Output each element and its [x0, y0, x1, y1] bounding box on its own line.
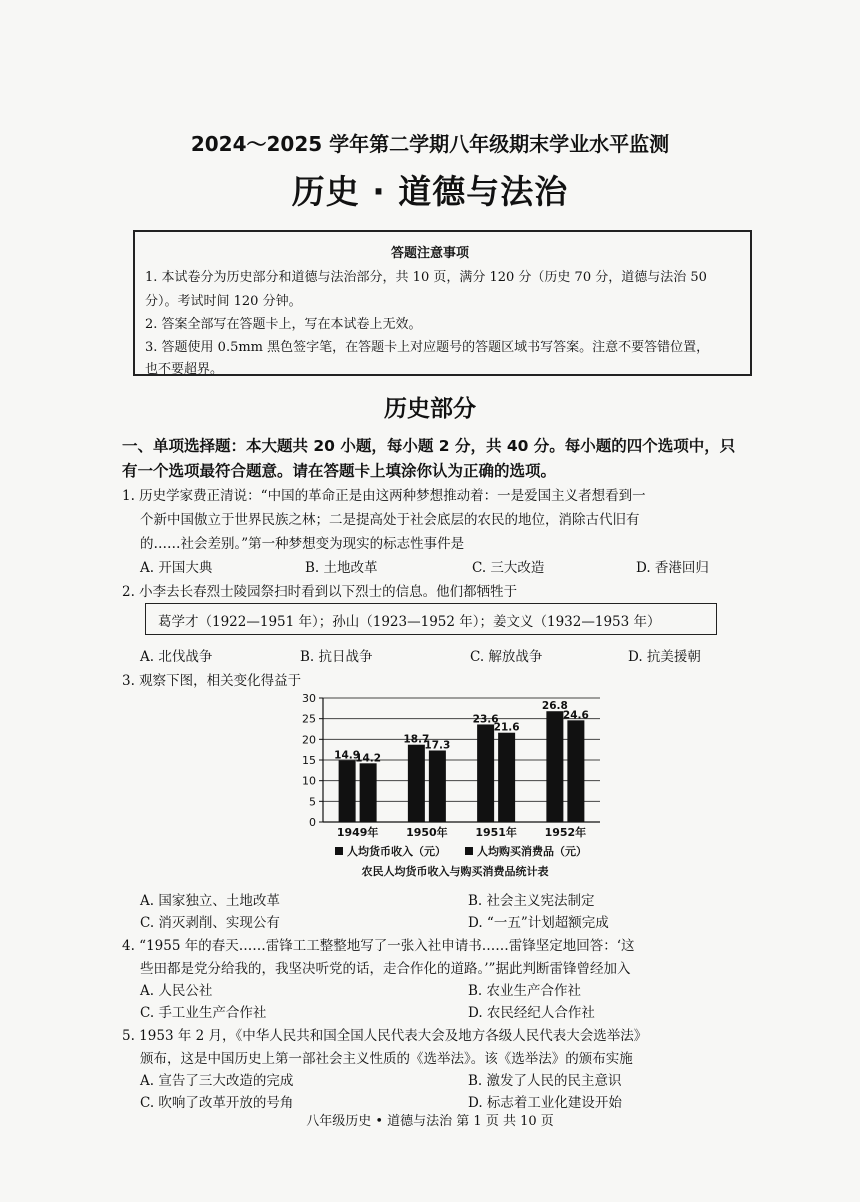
q1-option-b[interactable]: B. 土地改革 [305, 560, 378, 576]
notice-line-3a: 3. 答题使用 0.5mm 黑色签字笔，在答题卡上对应题号的答题区域书写答案。注意不要答错位置， [145, 340, 710, 355]
legend-label: 人均货币收入（元） [347, 845, 446, 858]
q1-stem-c: 的……社会差别。”第一种梦想变为现实的标志性事件是 [140, 536, 465, 552]
bar-income [546, 711, 563, 822]
q3-option-b[interactable]: B. 社会主义宪法制定 [468, 893, 595, 909]
q5-option-d[interactable]: D. 标志着工业化建设开始 [468, 1095, 622, 1111]
x-tick-label: 1950年 [406, 826, 448, 839]
q3-option-d[interactable]: D. “一五”计划超额完成 [468, 915, 609, 931]
q4-option-a[interactable]: A. 人民公社 [140, 983, 213, 999]
q4-stem-a: 4. “1955 年的春天……雷锋工工整整地写了一张入社申请书……雷锋坚定地回答：‘这 [122, 938, 635, 954]
x-tick-label: 1951年 [475, 826, 517, 839]
q2-option-a[interactable]: A. 北伐战争 [140, 649, 213, 665]
bar-income [339, 760, 356, 822]
q1-option-c[interactable]: C. 三大改造 [472, 560, 545, 576]
data-label: 18.7 [403, 733, 430, 746]
q5-option-c[interactable]: C. 吹响了改革开放的号角 [140, 1095, 294, 1111]
q4-option-d[interactable]: D. 农民经纪人合作社 [468, 1005, 595, 1021]
x-tick-label: 1952年 [544, 826, 587, 839]
y-tick-label: 0 [309, 816, 316, 829]
q3-stem: 3. 观察下图，相关变化得益于 [122, 673, 302, 689]
q1-option-a[interactable]: A. 开国大典 [140, 560, 213, 576]
income-consumption-chart [295, 690, 615, 885]
q5-option-b[interactable]: B. 激发了人民的民主意识 [468, 1073, 622, 1089]
data-label: 14.2 [355, 752, 382, 765]
q2-option-b[interactable]: B. 抗日战争 [300, 649, 373, 665]
bar-income [408, 745, 425, 822]
data-label: 21.6 [493, 721, 520, 734]
q4-option-c[interactable]: C. 手工业生产合作社 [140, 1005, 267, 1021]
bar-consumption [567, 720, 584, 822]
legend-label: 人均购买消费品（元） [477, 845, 587, 858]
q1-option-d[interactable]: D. 香港回归 [636, 560, 709, 576]
notice-line-3b: 也不要超界。 [145, 362, 224, 377]
bar-income [477, 724, 494, 822]
y-tick-label: 30 [302, 692, 316, 705]
data-label: 17.3 [424, 739, 451, 752]
section-instruction-b: 有一个选项最符合题意。请在答题卡上填涂你认为正确的选项。 [122, 462, 557, 480]
legend-swatch [335, 847, 343, 855]
q5-option-a[interactable]: A. 宣告了三大改造的完成 [140, 1073, 294, 1089]
q3-option-a[interactable]: A. 国家独立、土地改革 [140, 893, 280, 909]
q1-stem-b: 个新中国傲立于世界民族之林；二是提高处于社会底层的农民的地位，消除古代旧有 [140, 512, 640, 528]
q1-stem-a: 1. 历史学家费正清说：“中国的革命正是由这两种梦想推动着：一是爱国主义者想看到一 [122, 488, 646, 504]
q5-stem-a: 5. 1953 年 2 月，《中华人民共和国全国人民代表大会及地方各级人民代表大会选举法》 [122, 1028, 648, 1044]
y-tick-label: 15 [302, 754, 316, 767]
legend-swatch [465, 847, 473, 855]
notice-line-2: 2. 答案全部写在答题卡上，写在本试卷上无效。 [145, 317, 422, 332]
q2-stem: 2. 小李去长春烈士陵园祭扫时看到以下烈士的信息。他们都牺牲于 [122, 584, 518, 600]
data-label: 14.9 [334, 749, 361, 762]
notice-line-1a: 1. 本试卷分为历史部分和道德与法治部分，共 10 页，满分 120 分（历史 70 分，道德与法治 50 [145, 270, 707, 285]
q4-stem-b: 些田都是党分给我的，我坚决听党的话，走合作化的道路。’”据此判断雷锋曾经加入 [140, 961, 631, 977]
q2-martyrs-text: 葛学才（1922—1951 年）；孙山（1923—1952 年）；姜文义（1932—1953 年） [158, 614, 661, 630]
section-title: 历史部分 [384, 396, 476, 422]
bar-consumption [498, 733, 515, 822]
y-tick-label: 25 [302, 712, 316, 726]
q5-stem-b: 颁布，这是中国历史上第一部社会主义性质的《选举法》。该《选举法》的颁布实施 [140, 1051, 633, 1067]
page-footer: 八年级历史 • 道德与法治 第 1 页 共 10 页 [306, 1114, 554, 1129]
data-label: 23.6 [472, 713, 499, 726]
bar-consumption [360, 763, 377, 822]
data-label: 24.6 [562, 709, 589, 722]
chart-title: 农民人均货币收入与购买消费品统计表 [361, 865, 549, 878]
notice-title: 答题注意事项 [390, 246, 469, 261]
section-instruction-a: 一、单项选择题：本大题共 20 小题，每小题 2 分，共 40 分。每小题的四个选项中，只 [122, 437, 736, 455]
x-tick-label: 1949年 [336, 826, 379, 839]
q4-option-b[interactable]: B. 农业生产合作社 [468, 983, 582, 999]
q2-option-c[interactable]: C. 解放战争 [470, 649, 543, 665]
q2-option-d[interactable]: D. 抗美援朝 [628, 649, 701, 665]
y-tick-label: 20 [302, 733, 316, 747]
y-tick-label: 5 [309, 795, 316, 809]
y-tick-label: 10 [302, 774, 316, 788]
data-label: 26.8 [541, 700, 568, 713]
notice-line-1b: 分）。考试时间 120 分钟。 [145, 294, 302, 309]
exam-title: 2024～2025 学年第二学期八年级期末学业水平监测 [190, 132, 670, 156]
bar-consumption [429, 750, 446, 822]
subject-title: 历史 · 道德与法治 [291, 172, 569, 211]
q3-option-c[interactable]: C. 消灭剥削、实现公有 [140, 915, 280, 931]
